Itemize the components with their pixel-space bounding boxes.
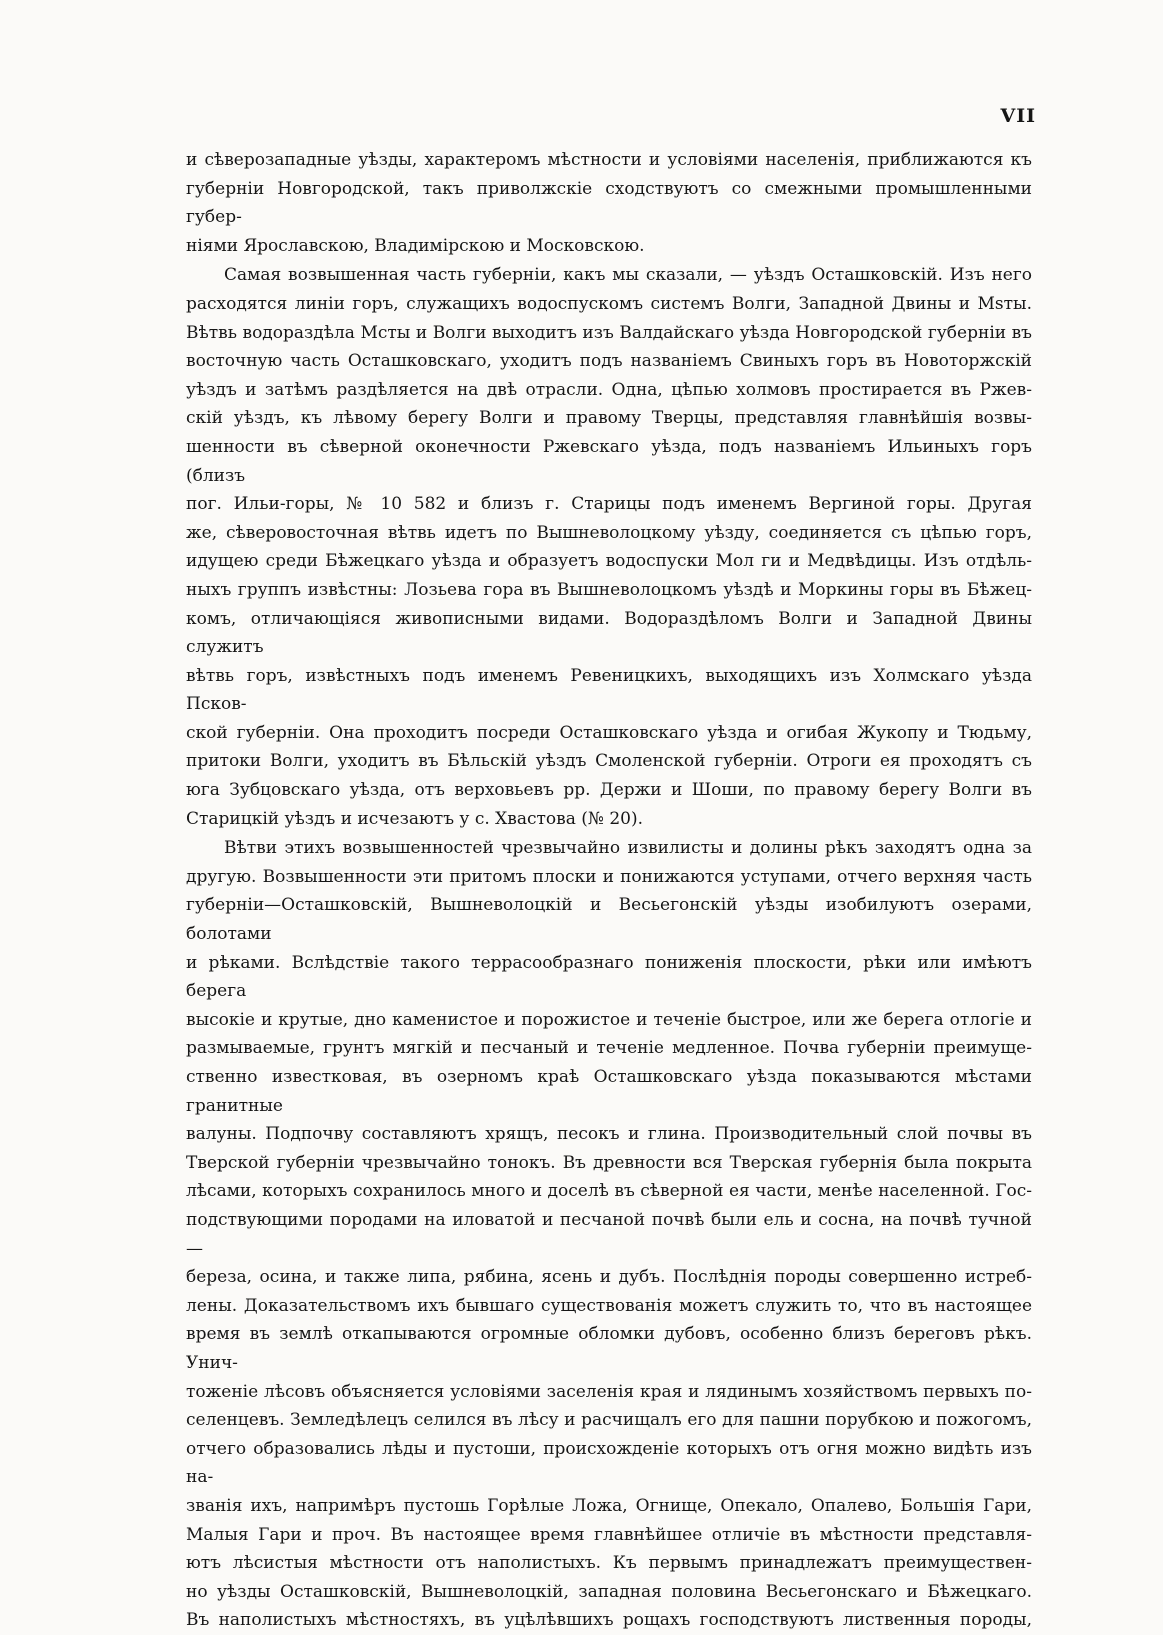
text-line: скій уѣздъ, къ лѣвому берегу Волги и правому Тверцы, представляя главнѣйшія возвы- (186, 408, 1032, 429)
text-line: время въ землѣ откапываются огромные обломки дубовъ, особенно близъ береговъ рѣкъ. Унич- (186, 1324, 1032, 1373)
text-line: губерніи Новгородской, такъ приволжскіе сходствуютъ со смежными промышленными губер- (186, 178, 1032, 228)
text-line: ственно известковая, въ озерномъ краѣ Осташковскаго уѣзда показываются мѣстами гранитные (186, 1067, 1032, 1116)
text-line: пог. Ильи-горы, № 10 582 и близъ г. Старицы подъ именемъ Вергиной горы. Другая (186, 494, 1032, 515)
text-line: юга Зубцовскаго уѣзда, отъ верховьевъ рр. Держи и Шоши, по правому берегу Волги въ (186, 780, 1032, 801)
text-line: селенцевъ. Земледѣлецъ селился въ лѣсу и расчищалъ его для пашни порубкою и пожогомъ, (186, 1410, 1032, 1431)
text-line: лѣсами, которыхъ сохранилось много и доселѣ въ сѣверной ея части, менѣе населенной. Гос- (186, 1181, 1032, 1202)
text-line: отчего образовались лѣды и пустоши, происхожденіе которыхъ отъ огня можно видѣть изъ на- (186, 1438, 1032, 1488)
text-line: валуны. Подпочву составляютъ хрящъ, песокъ и глина. Производительный слой почвы въ (186, 1124, 1032, 1145)
paragraph-3 (186, 834, 1032, 1635)
text-line: Тверской губерніи чрезвычайно тонокъ. Въ древности вся Тверская губернія была покрыта (186, 1152, 1032, 1173)
text-line: идущею среди Бѣжецкаго уѣзда и образуетъ водоспуски Мол ги и Медвѣдицы. Изъ отдѣль- (186, 551, 1032, 572)
text-line: но уѣзды Осташковскій, Вышневолоцкій, западная половина Весьегонскаго и Бѣжецкаго. (186, 1581, 1032, 1602)
text-line: притоки Волги, уходитъ въ Бѣльскій уѣздъ Смоленской губерніи. Отроги ея проходятъ съ (186, 751, 1032, 772)
text-line: Въ наполистыхъ мѣстностяхъ, въ уцѣлѣвшихъ рощахъ господствуютъ лиственныя породы, (186, 1610, 1032, 1631)
text-line: ныхъ группъ извѣстны: Лозьева гора въ Вышневолоцкомъ уѣздѣ и Моркины горы въ Бѣжец- (186, 579, 1032, 600)
text-line: ніями Ярославскою, Владимірскою и Московскою. (186, 235, 645, 256)
paragraph-2 (186, 261, 1032, 833)
page-number: VII (1000, 105, 1036, 127)
text-line: Старицкій уѣздъ и исчезаютъ у с. Хвастова (№ 20). (186, 808, 644, 829)
text-line: другую. Возвышенности эти притомъ плоски и понижаются уступами, отчего верхняя часть (186, 866, 1032, 887)
text-line: Малыя Гари и проч. Въ настоящее время главнѣйшее отличіе въ мѣстности представля- (186, 1524, 1032, 1545)
paragraph-1 (186, 146, 1032, 260)
text-line: тоженіе лѣсовъ объясняется условіями заселенія края и лядинымъ хозяйствомъ первыхъ по- (186, 1381, 1032, 1402)
text-line: комъ, отличающіяся живописными видами. Водораздѣломъ Волги и Западной Двины служитъ (186, 608, 1032, 658)
text-line: шенности въ сѣверной оконечности Ржевскаго уѣзда, подъ названіемъ Ильиныхъ горъ (близъ (186, 436, 1032, 486)
text-line: вѣтвь горъ, извѣстныхъ подъ именемъ Ревеницкихъ, выходящихъ изъ Холмскаго уѣзда Псков- (186, 665, 1032, 715)
text-line: лены. Доказательствомъ ихъ бывшаго существованія можетъ служить то, что въ настоящее (186, 1295, 1032, 1316)
text-line: высокіе и крутые, дно каменистое и порожистое и теченіе быстрое, или же берега отлогіе и (186, 1009, 1032, 1030)
text-line: уѣздъ и затѣмъ раздѣляется на двѣ отрасли. Одна, цѣпью холмовъ простирается въ Ржев- (186, 379, 1032, 400)
text-line: и сѣверозападные уѣзды, характеромъ мѣстности и условіями населенія, приближаются къ (186, 150, 1032, 170)
text-line: званія ихъ, напримѣръ пустошь Горѣлые Ложа, Огнище, Опекало, Опалево, Большія Гари, (186, 1495, 1032, 1516)
text-line: Самая возвышенная часть губерніи, какъ мы сказали, — уѣздъ Осташковскій. Изъ него (224, 265, 1032, 286)
text-line: ютъ лѣсистыя мѣстности отъ наполистыхъ. Къ первымъ принадлежатъ преимуществен- (186, 1553, 1032, 1574)
text-line: Вѣтви этихъ возвышенностей чрезвычайно извилисты и долины рѣкъ заходятъ одна за (224, 838, 1032, 859)
text-line: же, сѣверовосточная вѣтвь идетъ по Вышневолоцкому уѣзду, соединяется съ цѣпью горъ, (186, 522, 1032, 543)
text-line: и рѣками. Вслѣдствіе такого террасообразнаго пониженія плоскости, рѣки или имѣютъ берега (186, 952, 1032, 1002)
text-line: размываемые, грунтъ мягкій и песчаный и теченіе медленное. Почва губерніи преимуще- (186, 1038, 1032, 1059)
text-line: Вѣтвь водораздѣла Мсты и Волги выходитъ изъ Валдайскаго уѣзда Новгородской губерніи въ (186, 322, 1032, 343)
text-line: подствующими породами на иловатой и песчаной почвѣ были ель и сосна, на почвѣ тучной — (186, 1209, 1032, 1259)
text-line: расходятся линіи горъ, служащихъ водоспускомъ системъ Волги, Западной Двины и Msты. (186, 293, 1032, 314)
body-text (186, 146, 1032, 1635)
text-line: восточную часть Осташковскаго, уходитъ подъ названіемъ Свиныхъ горъ въ Новоторжскій (186, 351, 1032, 372)
text-line: губерніи—Осташковскій, Вышневолоцкій и Весьегонскій уѣзды изобилуютъ озерами, болотами (186, 895, 1032, 945)
text-line: береза, осина, и также липа, рябина, ясень и дубъ. Послѣднія породы совершенно истреб- (186, 1267, 1032, 1288)
text-line: ской губерніи. Она проходитъ посреди Осташковскаго уѣзда и огибая Жукопу и Тюдьму, (186, 722, 1032, 743)
